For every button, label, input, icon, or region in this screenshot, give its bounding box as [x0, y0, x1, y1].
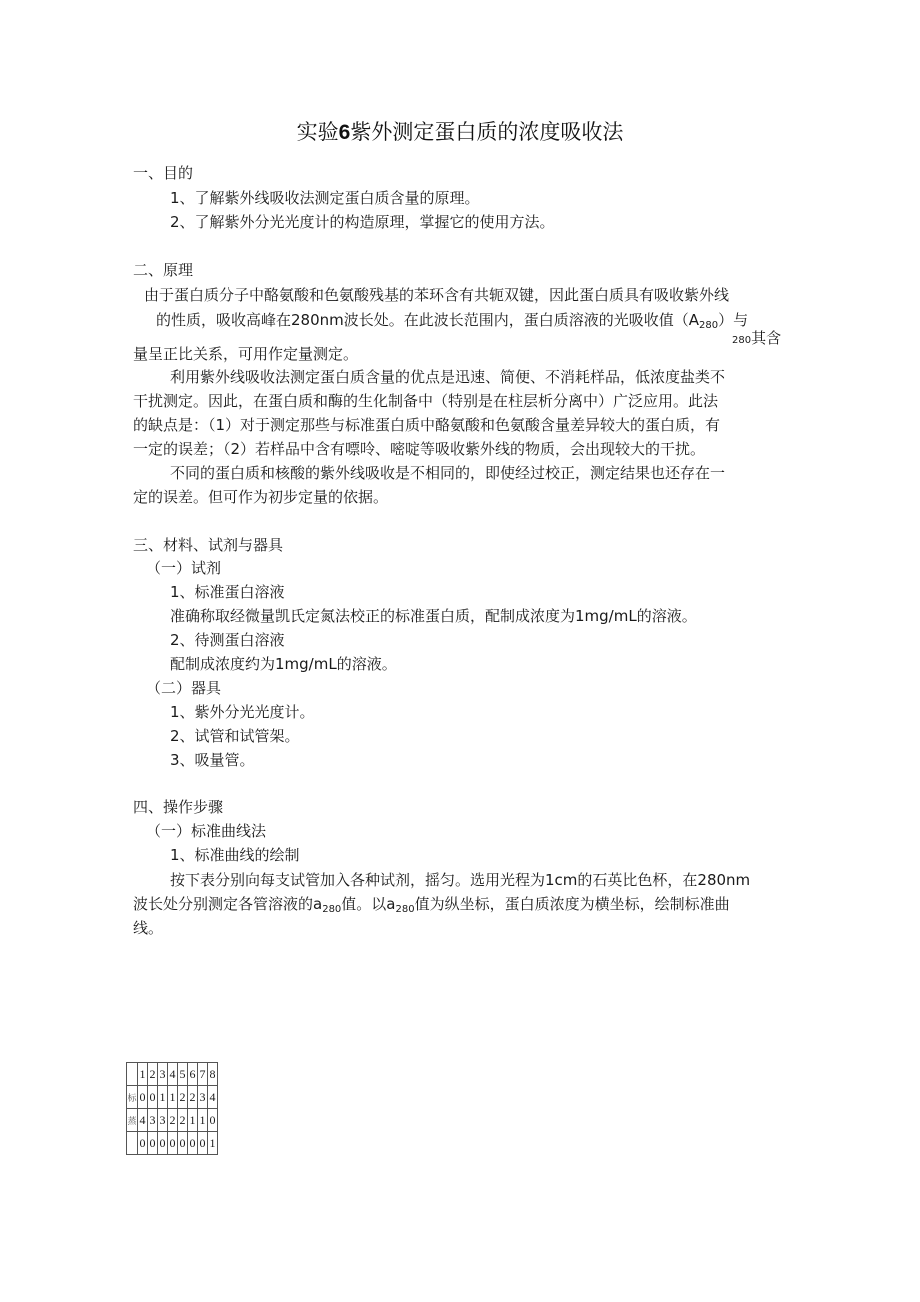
table-row	[127, 1132, 218, 1155]
principle-paragraph-line: 定的误差。但可作为初步定量的依据。	[133, 488, 389, 506]
table-row	[127, 1109, 218, 1132]
subheading-tools: （二）器具	[146, 679, 222, 697]
procedure-line: 按下表分别向每支试管加入各种试剂，摇匀。选用光程为1cm的石英比色杯，在280nm	[170, 871, 751, 889]
table-cell: 0	[148, 1086, 158, 1109]
section-heading-materials: 三、材料、试剂与器具	[133, 536, 284, 554]
table-cell: 2	[188, 1086, 198, 1109]
principle-paragraph-line: 不同的蛋白质和核酸的紫外线吸收是不相同的，即使经过校正，测定结果也还存在一	[170, 464, 726, 482]
table-cell: 1	[168, 1086, 178, 1109]
table-cell: 3	[158, 1109, 168, 1132]
principle-line-fragment: 280其含	[732, 329, 782, 347]
reagent-item-2: 2、待测蛋白溶液	[170, 631, 285, 649]
table-cell: 1	[138, 1063, 148, 1086]
table-cell: 8	[208, 1063, 218, 1086]
table-cell: 2	[178, 1109, 188, 1132]
table-row	[127, 1063, 218, 1086]
table-cell: 0	[138, 1086, 148, 1109]
table-cell: 5	[178, 1063, 188, 1086]
purpose-item-1: 1、了解紫外线吸收法测定蛋白质含量的原理。	[170, 189, 480, 207]
row-label: 标	[127, 1086, 138, 1109]
table-cell: 1	[198, 1109, 208, 1132]
purpose-item-2: 2、了解紫外分光光度计的构造原理，掌握它的使用方法。	[170, 213, 555, 231]
principle-paragraph-line: 一定的误差；（2）若样品中含有嘌呤、嘧啶等吸收紫外线的物质，会出现较大的干扰。	[133, 440, 706, 458]
reagent-item-1: 1、标准蛋白溶液	[170, 583, 285, 601]
table-cell: 4	[168, 1063, 178, 1086]
table-cell: 0	[138, 1132, 148, 1155]
table-row	[127, 1086, 218, 1109]
table-cell: 2	[148, 1063, 158, 1086]
table-cell: 0	[148, 1132, 158, 1155]
table-cell: 2	[178, 1086, 188, 1109]
table-cell: 1	[208, 1132, 218, 1155]
row-label: 蒸	[127, 1109, 138, 1132]
table-cell: 7	[198, 1063, 208, 1086]
principle-paragraph-line: 干扰测定。因此，在蛋白质和酶的生化制备中（特别是在柱层析分离中）广泛应用。此法	[133, 392, 719, 410]
principle-line: 的性质，吸收高峰在280nm波长处。在此波长范围内，蛋白质溶液的光吸收值$(A_{280})$与	[156, 311, 749, 331]
tool-item-2: 2、试管和试管架。	[170, 727, 300, 745]
reagent-table	[126, 1062, 218, 1155]
procedure-line: 波长处分别测定各管溶液的$a_{280}$值。以$a_{280}$值为纵坐标，蛋白质浓度为横坐标，绘制标准曲	[133, 895, 730, 915]
section-heading-principle: 二、原理	[133, 261, 194, 279]
table-cell: 3	[198, 1086, 208, 1109]
table-cell: 1	[188, 1109, 198, 1132]
subheading-standard-curve: （一）标准曲线法	[146, 822, 267, 840]
table-cell: 3	[148, 1109, 158, 1132]
tool-item-1: 1、紫外分光光度计。	[170, 703, 315, 721]
row-label	[127, 1132, 138, 1155]
table-cell: 0	[208, 1109, 218, 1132]
table-cell: 2	[168, 1109, 178, 1132]
table-cell: 6	[188, 1063, 198, 1086]
section-heading-purpose: 一、目的	[133, 164, 194, 182]
section-heading-procedure: 四、操作步骤	[133, 798, 224, 816]
subheading-reagents: （一）试剂	[146, 559, 222, 577]
principle-line: 由于蛋白质分子中酪氨酸和色氨酸残基的苯环含有共轭双键，因此蛋白质具有吸收紫外线	[144, 286, 730, 304]
table-cell: 0	[178, 1132, 188, 1155]
page-title: 实验6紫外测定蛋白质的浓度吸收法	[296, 120, 624, 144]
procedure-line: 线。	[133, 919, 164, 937]
row-label	[127, 1063, 138, 1086]
tool-item-3: 3、吸量管。	[170, 751, 255, 769]
principle-paragraph-line: 的缺点是：（1）对于测定那些与标准蛋白质中酪氨酸和色氨酸含量差异较大的蛋白质，有	[133, 416, 721, 434]
table-cell: 1	[158, 1086, 168, 1109]
table-cell: 0	[168, 1132, 178, 1155]
table-cell: 4	[138, 1109, 148, 1132]
step-heading: 1、标准曲线的绘制	[170, 846, 300, 864]
reagent-desc-1: 准确称取经微量凯氏定氮法校正的标准蛋白质，配制成浓度为1mg/mL的溶液。	[170, 607, 697, 625]
reagent-desc-2: 配制成浓度约为1mg/mL的溶液。	[170, 655, 397, 673]
table-cell: 0	[188, 1132, 198, 1155]
table-cell: 0	[198, 1132, 208, 1155]
principle-paragraph-line: 利用紫外线吸收法测定蛋白质含量的优点是迅速、简便、不消耗样品，低浓度盐类不	[170, 368, 726, 386]
table-cell: 0	[158, 1132, 168, 1155]
table-cell: 4	[208, 1086, 218, 1109]
principle-line: 量呈正比关系，可用作定量测定。	[133, 345, 359, 363]
table-cell: 3	[158, 1063, 168, 1086]
